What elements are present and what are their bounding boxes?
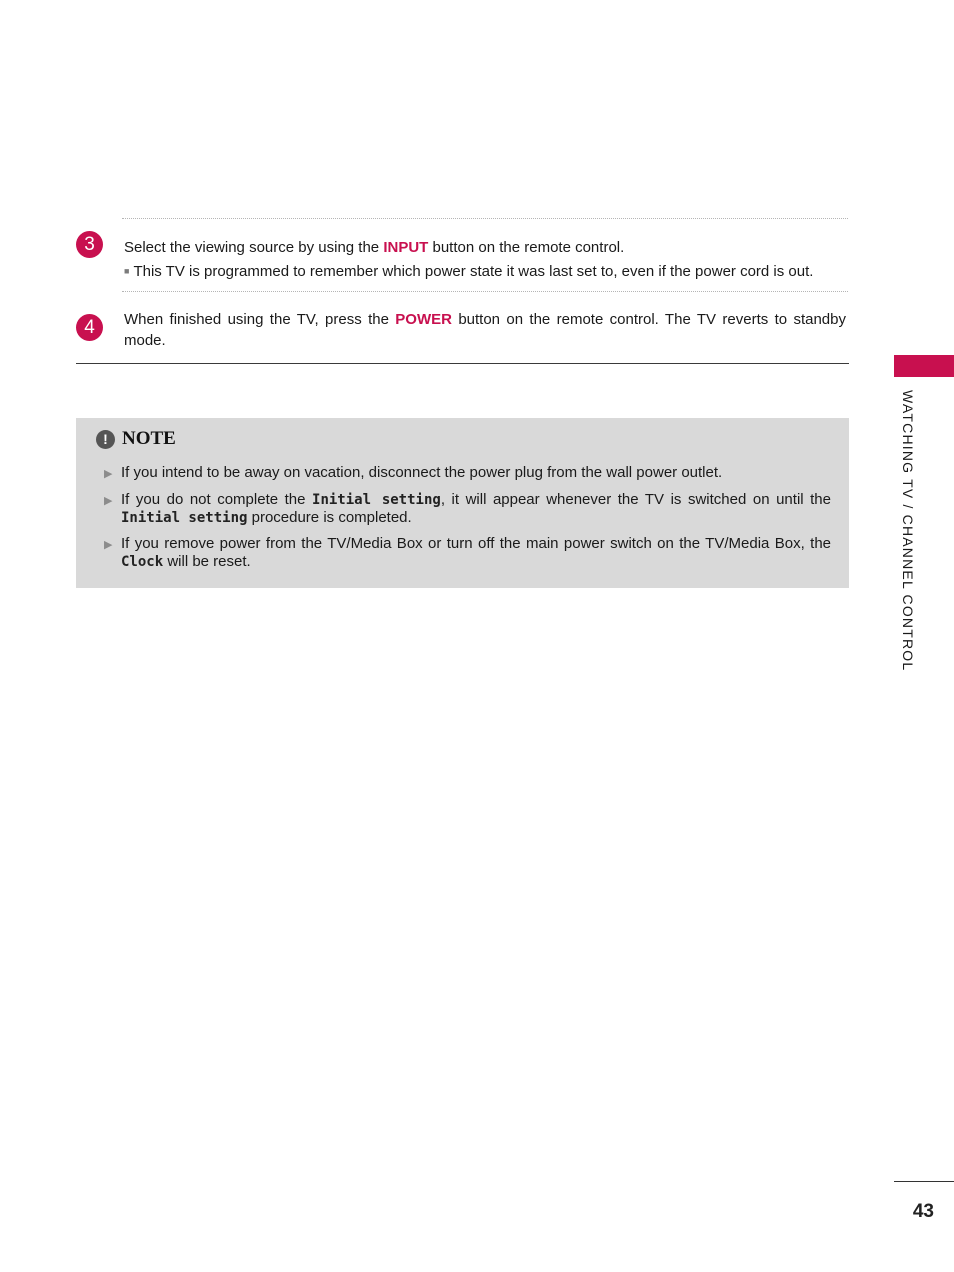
power-key-label: POWER bbox=[395, 311, 452, 328]
step-4-text bbox=[124, 309, 846, 351]
section-rule bbox=[76, 363, 849, 364]
note-item-2 bbox=[104, 491, 831, 527]
triangle-bullet-icon: ▶ bbox=[104, 468, 113, 480]
note-item-2-text-a: If you do not complete the bbox=[121, 491, 313, 508]
step-3-bullet-text: This TV is programmed to remember which power state it was last set to, even if the power cord is out. bbox=[133, 263, 814, 280]
note-item-2-text-c: procedure is completed. bbox=[247, 509, 412, 526]
note-item-3 bbox=[104, 535, 831, 571]
note-item-3-text-b: will be reset. bbox=[163, 553, 251, 570]
step-4-text-before: When finished using the TV, press the bbox=[124, 311, 396, 328]
initial-setting-label-2: Initial setting bbox=[121, 510, 248, 526]
note-box bbox=[76, 418, 849, 588]
square-bullet-icon: ■ bbox=[124, 266, 130, 276]
note-item-2-text-b: , it will appear whenever the TV is switched on until the bbox=[440, 491, 831, 508]
step-3-text bbox=[124, 237, 846, 258]
step-divider-top bbox=[122, 218, 848, 219]
input-key-label: INPUT bbox=[383, 239, 429, 256]
step-3-bullet bbox=[124, 261, 846, 282]
triangle-bullet-icon: ▶ bbox=[104, 539, 113, 551]
note-item-1-text: If you intend to be away on vacation, disconnect the power plug from the wall power outlet. bbox=[121, 464, 723, 481]
note-item-3-text-a: If you remove power from the TV/Media Box or turn off the main power switch on the TV/Media Box, the bbox=[121, 535, 831, 552]
page-number-rule bbox=[894, 1181, 954, 1182]
section-side-label: WATCHING TV / CHANNEL CONTROL bbox=[900, 390, 916, 672]
step-4-text-after: button on the remote control. The TV reverts to standby mode. bbox=[124, 311, 846, 349]
step-3-text-after: button on the remote control. bbox=[428, 239, 625, 256]
step-4-badge: 4 bbox=[76, 314, 103, 341]
section-tab-marker bbox=[894, 355, 954, 377]
step-divider-middle bbox=[122, 291, 848, 292]
step-3-badge: 3 bbox=[76, 231, 103, 258]
page-number: 43 bbox=[912, 1201, 934, 1222]
triangle-bullet-icon: ▶ bbox=[104, 495, 113, 507]
exclamation-icon: ! bbox=[96, 430, 115, 449]
note-title: NOTE bbox=[122, 428, 176, 449]
step-3-text-before: Select the viewing source by using the bbox=[124, 239, 384, 256]
initial-setting-label: Initial setting bbox=[312, 492, 441, 508]
clock-label: Clock bbox=[121, 554, 164, 570]
note-item-1 bbox=[104, 464, 831, 482]
